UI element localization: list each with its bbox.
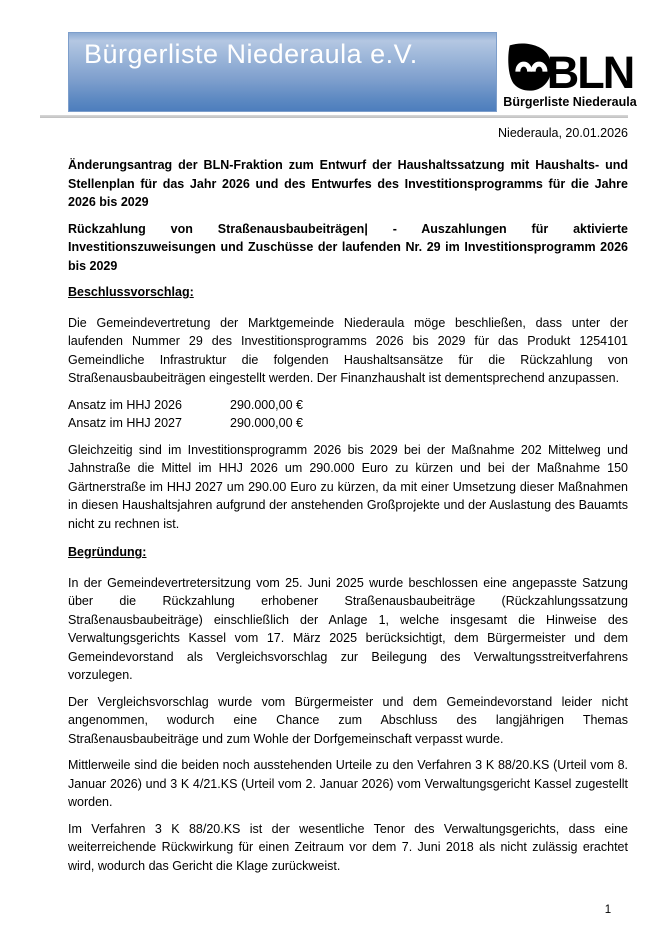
budget-amount: 290.000,00 € bbox=[230, 397, 303, 412]
paragraph-begruendung-4: Im Verfahren 3 K 88/20.KS ist der wesentliche Tenor des Verwaltungsgerichts, dass eine weiterreichende Rückwirkung für einen Zeitraum vor dem 7. Juni 2018 als nicht zulässig erachtet wird, wodurch das Gericht die Klage zurückweist. bbox=[68, 821, 628, 873]
logo-acronym: BLN bbox=[546, 47, 634, 99]
header-divider bbox=[40, 115, 628, 118]
paragraph-begruendung-1: In der Gemeindevertretersitzung vom 25. Juni 2025 wurde beschlossen eine angepasste Satzung über die Rückzahlung erhobener Straßenausbaubeiträge (Rückzahlungssatzung Straßenausbaubeiträge) einschließlich der Anlage 1, welche insgesamt die Hinweise des Verwaltungsgerichts Kassel vom 17. März 2025 berücksichtigt, dem Bürgermeister und dem Gemeindevorstand als Vergleichsvorschlag zur Beilegung des Verwaltungsstreitverfahrens vorzulegen. bbox=[68, 575, 628, 682]
budget-lines bbox=[68, 396, 628, 433]
paragraph-beschluss-intro: Die Gemeindevertretung der Marktgemeinde Niederaula möge beschließen, dass unter der laufenden Nummer 29 des Investitionsprogramms 2026 bis 2029 für das Produkt 1254101 Gemeindliche Infrastruktur die folgenden Haushaltsansätze für die Rückzahlung von Straßenausbaubeiträgen eingestellt werden. Der Finanzhaushalt ist dementsprechend anzupassen. bbox=[68, 315, 628, 385]
page-number: 1 bbox=[604, 904, 612, 916]
subject-heading-2: Rückzahlung von Straßenausbaubeiträgen| - Auszahlungen für aktivierte Investitionszuweisungen und Zuschüsse der laufenden Nr. 29 im Investitionsprogramm 2026 bis 2029 bbox=[68, 221, 628, 273]
logo-subtitle: Bürgerliste Niederaula bbox=[503, 95, 637, 109]
budget-label: Ansatz im HHJ 2027 bbox=[68, 416, 182, 430]
section-heading-begruendung: Begründung: bbox=[68, 545, 147, 559]
paragraph-begruendung-3: Mittlerweile sind die beiden noch ausstehenden Urteile zu den Verfahren 3 K 88/20.KS (Urteil vom 8. Januar 2026) und 3 K 4/21.KS (Urteil vom 2. Januar 2026) vom Verwaltungsgericht Kassel zugestellt worden. bbox=[68, 758, 628, 809]
header-banner bbox=[68, 32, 497, 112]
section-heading-beschlussvorschlag: Beschlussvorschlag: bbox=[68, 285, 194, 299]
banner-title: Bürgerliste Niederaula e.V. bbox=[84, 39, 418, 69]
logo-mark bbox=[496, 34, 644, 99]
paragraph-begruendung-2: Der Vergleichsvorschlag wurde vom Bürgermeister und dem Gemeindevorstand leider nicht angenommen, wodurch eine Chance zum Abschluss des langjährigen Themas Straßenausbaubeiträge und zum Wohle der Dorfgemeinschaft verpasst wurde. bbox=[68, 694, 628, 746]
subject-heading-1: Änderungsantrag der BLN-Fraktion zum Entwurf der Haushaltssatzung mit Haushalts- und Stellenplan für das Jahr 2026 und des Entwurfes des Investitionsprogramms für die Jahre 2026 bis 2029 bbox=[68, 158, 628, 209]
budget-amount: 290.000,00 € bbox=[230, 416, 303, 430]
paragraph-beschluss-adjust: Gleichzeitig sind im Investitionsprogramm 2026 bis 2029 bei der Maßnahme 202 Mittelweg und Jahnstraße die Mittel im HHJ 2026 um 290.000 Euro zu kürzen und bei der Maßnahme 150 Gärtnerstraße im HHJ 2027 um 290.00 Euro zu kürzen, da mit einer Umsetzung dieser Maßnahmen in diesen Haushaltsjahren aufgrund der anstehenden Großprojekte und der Auslastung des Bauamts nicht zu rechnen ist. bbox=[68, 442, 628, 531]
budget-row bbox=[68, 396, 628, 415]
letter-body bbox=[68, 156, 628, 883]
org-logo bbox=[496, 34, 644, 109]
budget-label: Ansatz im HHJ 2026 bbox=[68, 397, 182, 412]
budget-row bbox=[68, 414, 628, 433]
place-date-line: Niederaula, 20.01.2026 bbox=[498, 126, 628, 140]
